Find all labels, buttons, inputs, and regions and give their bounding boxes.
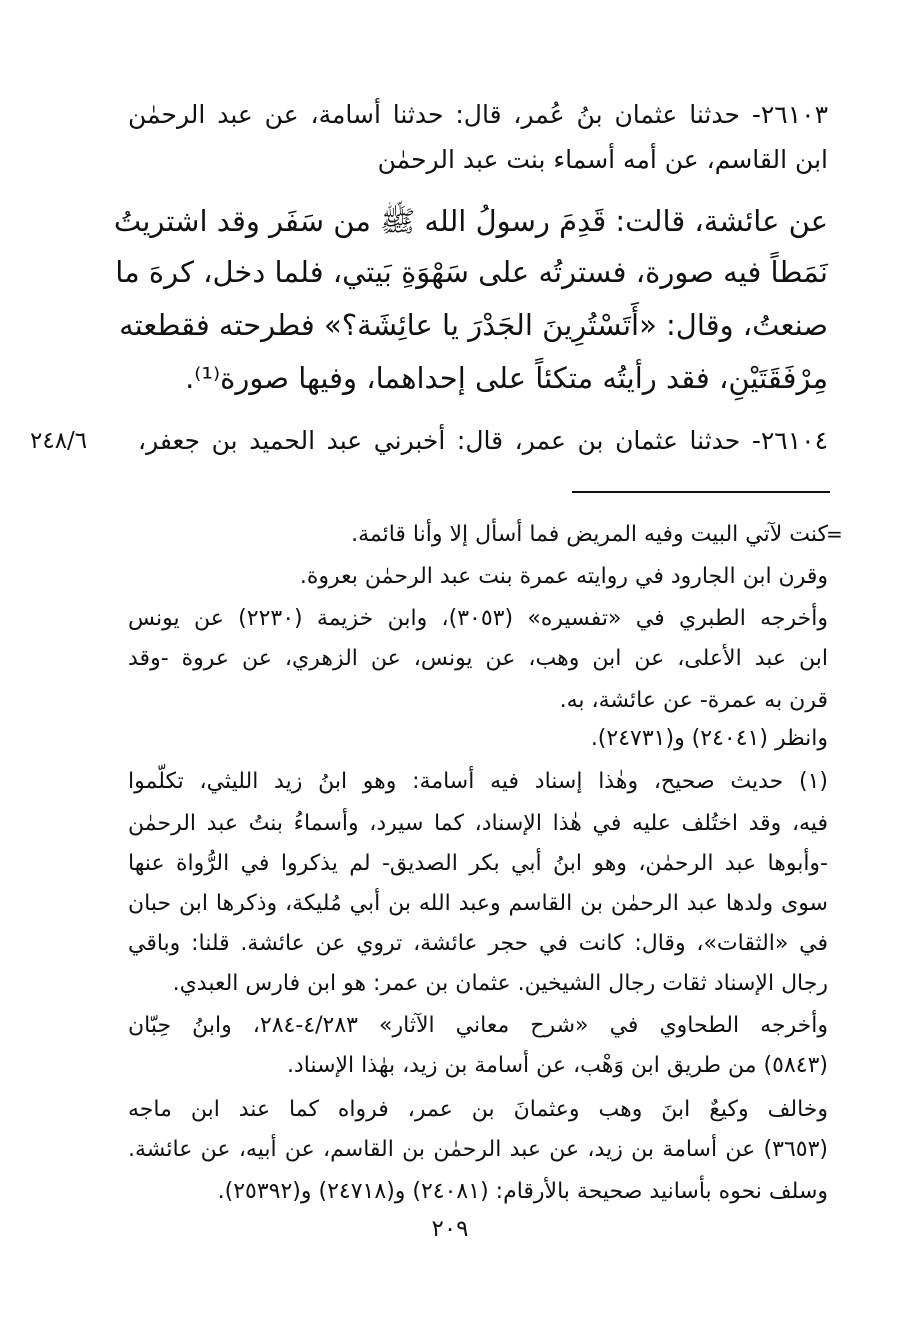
footnote-line: -وأبوها عبد الرحمٰن، وهو ابنُ أبي بكر الصديق- لم يذكروا في الرُّواة عنها bbox=[128, 851, 828, 876]
footnote-line: كنت لآتي البيت وفيه المريض فما أسأل إلا وأنا قائمة. bbox=[351, 522, 828, 547]
hadith-26104-line: ٢٦١٠٤- حدثنا عثمان بن عمر، قال: أخبرني عبد الحميد بن جعفر، bbox=[138, 426, 828, 455]
page-number: ٢٠٩ bbox=[431, 1216, 469, 1242]
footnote-line: وأخرجه الطبري في «تفسيره» (٣٠٥٣)، وابن خزيمة (٢٢٣٠) عن يونس bbox=[128, 606, 828, 631]
footnote-line: فيه، وقد اختُلف عليه في هٰذا الإسناد، كما سيرد، وأسماءُ بنتُ عبد الرحمٰن bbox=[128, 811, 828, 836]
footnote-line: وخالف وكيعٌ ابنَ وهب وعثمانَ بن عمر، فرواه كما عند ابن ماجه bbox=[128, 1097, 828, 1122]
footnote-line: قرن به عمرة- عن عائشة، به. bbox=[559, 688, 828, 713]
footnote-line: (٥٨٤٣) من طريق ابن وَهْب، عن أسامة بن زيد، بهٰذا الإسناد. bbox=[286, 1053, 828, 1078]
footnote-continuation-mark: = bbox=[826, 522, 843, 546]
footnote-line: وسلف نحوه بأسانيد صحيحة بالأرقام: (٢٤٠٨١) و(٢٤٧١٨) و(٢٥٣٩٢). bbox=[217, 1179, 828, 1204]
footnote-line: وقرن ابن الجارود في روايته عمرة بنت عبد الرحمٰن بعروة. bbox=[299, 564, 828, 589]
footnote-line: (١) حديث صحيح، وهٰذا إسناد فيه أسامة: وهو ابنُ زيد الليثي، تكلّموا bbox=[128, 769, 828, 794]
footnote-line: في «الثقات»، وقال: كانت في حجر عائشة، تروي عن عائشة. قلنا: وباقي bbox=[128, 931, 828, 956]
hadith-text-line-4: مِرْفَقَتَيْنِ، فقد رأيتُه متكئاً على إحداهما، وفيها صورة⁽¹⁾. bbox=[185, 361, 828, 395]
footnote-line: وانظر (٢٤٠٤١) و(٢٤٧٣١). bbox=[590, 726, 828, 751]
hadith-text-line-3: صنعتُ، وقال: «أَتَسْتُرِينَ الجَدْرَ يا عائِشَة؟» فطرحته فقطعته bbox=[119, 308, 828, 342]
footnote-line: ابن عبد الأعلى، عن ابن وهب، عن يونس، عن الزهري، عن عروة -وقد bbox=[128, 646, 828, 671]
footnote-line: سوى ولدها عبد الرحمٰن بن القاسم وعبد الله بن أبي مُليكة، وذكرها ابن حبان bbox=[128, 891, 828, 916]
hadith-text-line-1: عن عائشة، قالت: قَدِمَ رسولُ الله ﷺ من سَفَر وقد اشتريتُ bbox=[113, 204, 828, 238]
hadith-text-line-2: نَمَطاً فيه صورة، فسترتُه على سَهْوَةِ بَيتي، فلما دخل، كرهَ ما bbox=[115, 255, 828, 289]
footnote-line: رجال الإسناد ثقات رجال الشيخين. عثمان بن عمر: هو ابن فارس العبدي. bbox=[172, 971, 828, 996]
hadith-26103-line-2: ابن القاسم، عن أمه أسماء بنت عبد الرحمٰن bbox=[377, 145, 828, 174]
footnote-divider bbox=[572, 491, 830, 493]
footnote-line: (٣٦٥٣) عن أسامة بن زيد، عن عبد الرحمٰن بن القاسم، عن أبيه، عن عائشة. bbox=[128, 1137, 828, 1162]
footnote-line: وأخرجه الطحاوي في «شرح معاني الآثار» ٤/٢٨٣-٢٨٤، وابنُ حِبّان bbox=[128, 1013, 828, 1038]
hadith-26103-line-1: ٢٦١٠٣- حدثنا عثمان بنُ عُمر، قال: حدثنا أسامة، عن عبد الرحمٰن bbox=[128, 100, 828, 129]
margin-reference: ٢٤٨/٦ bbox=[30, 428, 88, 454]
